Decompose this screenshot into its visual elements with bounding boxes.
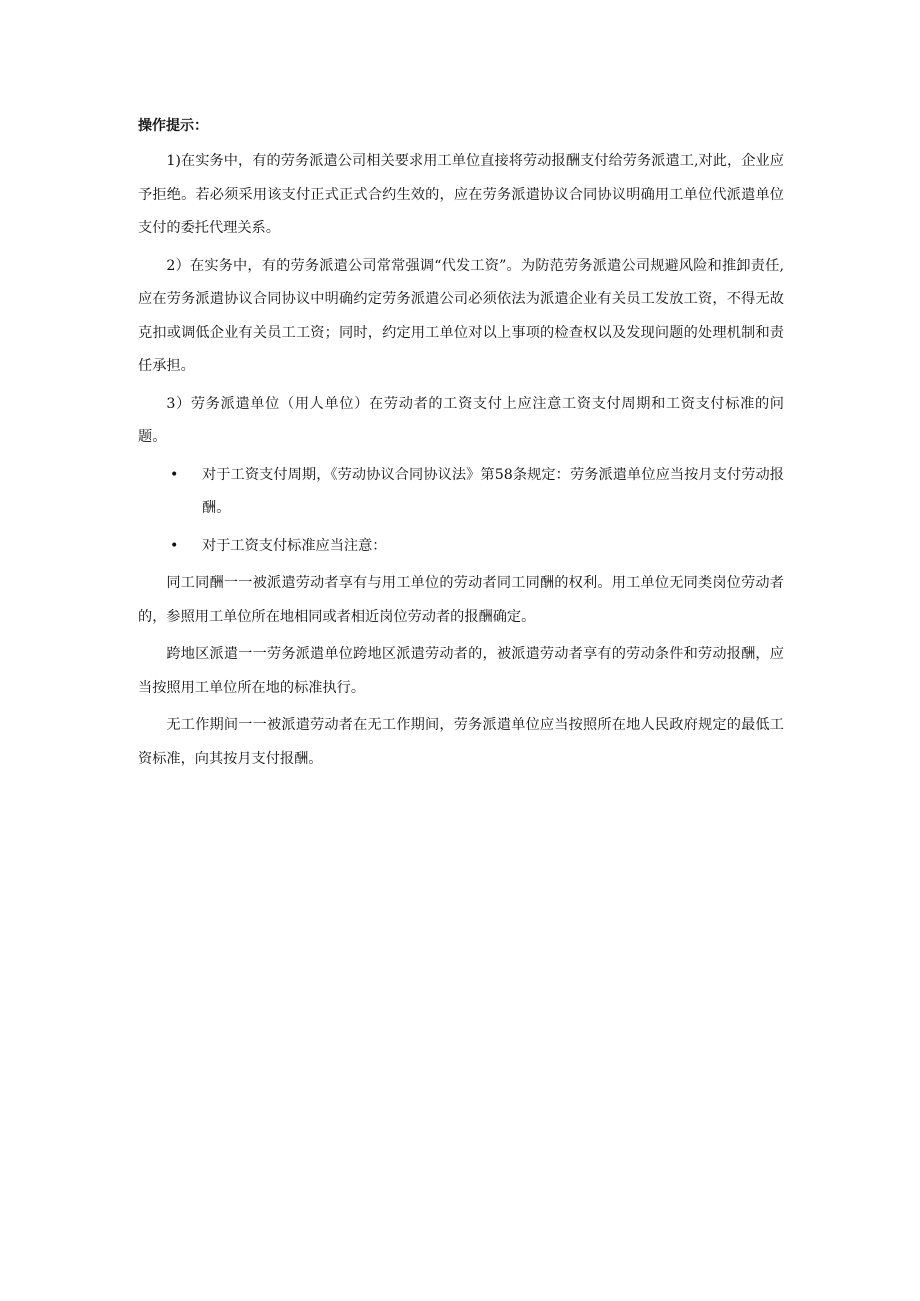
section-heading: 操作提示： — [138, 118, 208, 134]
paragraph-equal-pay: 同工同酬一一被派遣劳动者享有与用工单位的劳动者同工同酬的权利。用工单位无同类岗位劳动者的，参照用工单位所在地相同或者相近岗位劳动者的报酬确定。 — [138, 575, 784, 625]
paragraph-tip-1: 1)在实务中，有的劳务派遣公司相关要求用工单位直接将劳动报酬支付给劳务派遣工,对此，企业应予拒绝。若必须采用该支付正式正式合约生效的，应在劳务派遣协议合同协议明确用工单位代派遣单位支付的委托代理关系。 — [138, 153, 784, 236]
paragraph-no-work-period: 无工作期间一一被派遣劳动者在无工作期间，劳务派遣单位应当按照所在地人民政府规定的最低工资标准，向其按月支付报酬。 — [138, 717, 784, 767]
paragraph-cross-region: 跨地区派遣一一劳务派遣单位跨地区派遣劳动者的，被派遣劳动者享有的劳动条件和劳动报酬，应当按照用工单位所在地的标准执行。 — [138, 646, 784, 696]
bullet-item-payment-cycle — [138, 459, 784, 526]
bullet-text: 对于工资支付周期，《劳动协议合同协议法》第58条规定：劳务派遣单位应当按月支付劳动报酬。 — [202, 466, 784, 516]
paragraph-tip-2: 2）在实务中，有的劳务派遣公司常常强调“代发工资”。为防范劳务派遣公司规避风险和推卸责任,应在劳务派遣协议合同协议中明确约定劳务派遣公司必须依法为派遣企业有关员工发放工资，不得无故克扣或调低企业有关员工工资；同时，约定用工单位对以上事项的检查权以及发现问题的处理机制和责任承担。 — [138, 257, 784, 374]
bullet-icon: • — [170, 466, 179, 483]
document-page — [138, 112, 784, 780]
bullet-item-payment-standard — [138, 530, 784, 564]
paragraph-tip-3: 3）劳务派遣单位（用人单位）在劳动者的工资支付上应注意工资支付周期和工资支付标准的问题。 — [138, 395, 784, 445]
bullet-icon: • — [170, 537, 179, 554]
bullet-text: 对于工资支付标准应当注意： — [202, 537, 387, 554]
